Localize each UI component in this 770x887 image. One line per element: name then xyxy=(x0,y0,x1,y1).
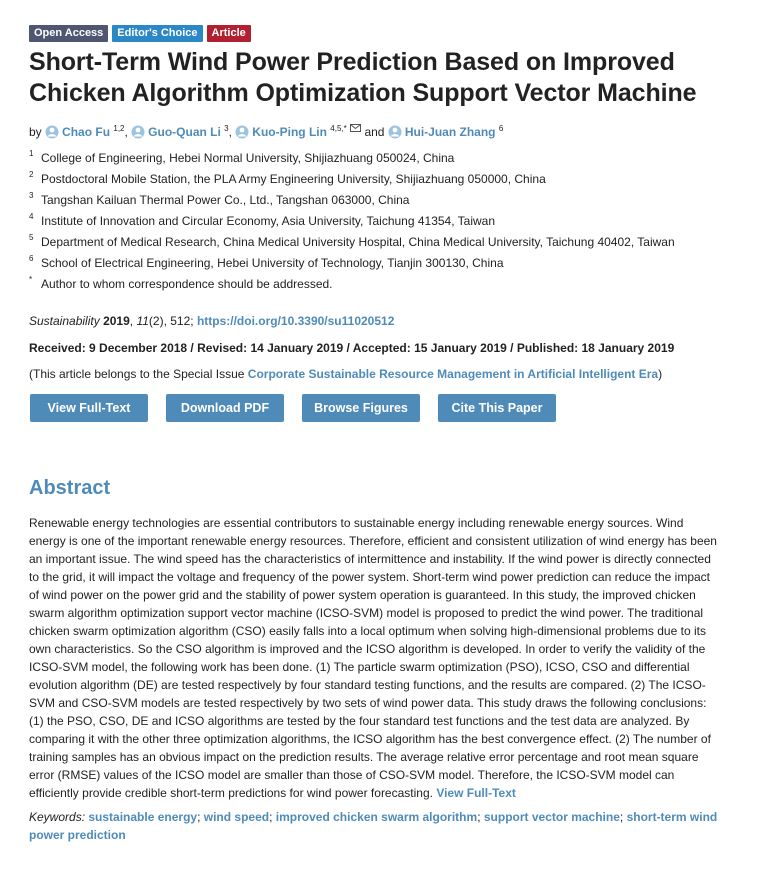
abstract-text: Renewable energy technologies are essential contributors to sustainable energy including renewable energy sources. Wind energy is one of the important renewable energy resources. Therefore, efficient and consistent utilization of wind energy has been an important issue. The wind speed has the characteristics of intermittence and instability. If the wind power is directly connected to the grid, it will impact the voltage and frequency of the power system. Short-term wind power prediction can reduce the impact of wind power on the power grid and the stability of power system operation is guaranteed. In this study, the improved chicken swarm algorithm optimization support vector machine (ICSO-SVM) model is proposed to predict the wind power. The traditional chicken swarm optimization algorithm (CSO) easily falls into a local optimum when solving high-dimensional problems due to its own characteristics. So the CSO algorithm is improved and the ICSO algorithm is developed. In order to verify the validity of the ICSO-SVM model, the following work has been done. (1) The particle swarm optimization (PSO), ICSO, CSO and differential evolution algorithm (DE) are tested respectively by four standard testing functions, and the results are compared. (2) The ICSO-SVM and CSO-SVM models are tested respectively by two sets of wind power data. This study draws the following conclusions: (1) the PSO, CSO, DE and ICSO algorithms are tested by the four standard test functions and the test data are analyzed. By comparing it with the other three optimization algorithms, the ICSO algorithm has the best convergence effect. (2) The number of training samples has an obvious impact on the prediction results. The average relative error percentage and root mean square error (RMSE) values of the ICSO model are smaller than those of CSO-SVM model. Therefore, the ICSO-SVM model can efficiently provide credible short-term predictions for wind power forecasting. xyxy=(29,516,717,800)
author-item[interactable]: Guo-Quan Li $^3$, xyxy=(131,125,235,139)
affiliation-list xyxy=(29,148,749,295)
keywords-label: Keywords: xyxy=(29,810,86,824)
author-item[interactable]: Chao Fu $^{1,2}$, xyxy=(45,125,131,139)
affiliation-number: 1 xyxy=(29,149,34,158)
affiliation-text: Institute of Innovation and Circular Economy, Asia University, Taichung 41354, Taiwan xyxy=(41,214,496,228)
badge-row xyxy=(29,25,749,42)
affiliation-number: 4 xyxy=(29,212,34,221)
abstract-heading: Abstract xyxy=(29,477,111,499)
affiliation-number: 2 xyxy=(29,170,34,179)
browse-figures-button[interactable]: Browse Figures xyxy=(302,394,420,422)
affiliation-item xyxy=(29,211,749,232)
action-buttons xyxy=(30,394,749,422)
abstract-view-full-text-link[interactable]: View Full-Text xyxy=(436,786,516,800)
affiliation-text: School of Electrical Engineering, Hebei University of Technology, Tianjin 300130, China xyxy=(41,256,504,270)
author-list xyxy=(29,124,749,140)
affiliation-item xyxy=(29,148,749,169)
view-full-text-button[interactable]: View Full-Text xyxy=(30,394,148,422)
affiliation-number: * xyxy=(29,275,33,284)
email-icon[interactable] xyxy=(350,124,361,132)
author-item[interactable] xyxy=(388,125,503,139)
affiliation-text: Department of Medical Research, China Medical University Hospital, China Medical University, Taichung 40402, Taiwan xyxy=(41,235,675,249)
author-name[interactable]: Hui-Juan Zhang xyxy=(404,125,496,139)
citation-line: Sustainability 2019, 11(2), 512; https://doi.org/10.3390/su11020512 xyxy=(29,314,395,328)
affiliation-text: Author to whom correspondence should be addressed. xyxy=(41,277,333,291)
doi-link[interactable]: https://doi.org/10.3390/su11020512 xyxy=(196,314,395,328)
author-profile-icon xyxy=(388,125,402,139)
affiliation-item xyxy=(29,274,749,295)
affiliation-item xyxy=(29,190,749,211)
affiliation-text: Tangshan Kailuan Thermal Power Co., Ltd., Tangshan 063000, China xyxy=(41,193,410,207)
affiliation-text: College of Engineering, Hebei Normal University, Shijiazhuang 050024, China xyxy=(41,151,455,165)
and-label: and xyxy=(364,125,385,139)
author-name[interactable]: Guo-Quan Li xyxy=(148,125,221,139)
special-issue-link[interactable]: Corporate Sustainable Resource Management in Artificial Intelligent Era xyxy=(247,367,659,381)
open-access-badge[interactable]: Open Access xyxy=(29,25,108,42)
author-item[interactable] xyxy=(235,125,364,139)
affiliation-number: 3 xyxy=(29,191,34,200)
affiliation-text: Postdoctoral Mobile Station, the PLA Army Engineering University, Shijiazhuang 050000, China xyxy=(41,172,546,186)
publication-dates: Received: 9 December 2018 / Revised: 14 January 2019 / Accepted: 15 January 2019 / Published: 18 January 2019 xyxy=(29,341,675,355)
author-profile-icon xyxy=(131,125,145,139)
by-label: by xyxy=(29,125,42,139)
keyword-link[interactable]: sustainable energy xyxy=(88,810,198,824)
author-affil-sup: 6 xyxy=(498,124,504,133)
affiliation-number: 5 xyxy=(29,233,34,242)
article-type-badge: Article xyxy=(207,25,251,42)
author-name[interactable]: Chao Fu xyxy=(62,125,111,139)
keyword-link[interactable]: wind speed xyxy=(203,810,270,824)
keyword-link[interactable]: short-term wind power prediction xyxy=(29,810,718,842)
special-issue-suffix: ) xyxy=(658,367,663,381)
author-affil-sup: 1,2 xyxy=(113,124,125,133)
cite-paper-button[interactable]: Cite This Paper xyxy=(438,394,556,422)
editors-choice-badge[interactable]: Editor's Choice xyxy=(112,25,202,42)
author-name[interactable]: Kuo-Ping Lin xyxy=(252,125,327,139)
keyword-link[interactable]: support vector machine xyxy=(483,810,620,824)
citation-issue: (2), 512; xyxy=(148,314,197,328)
keyword-link[interactable]: improved chicken swarm algorithm xyxy=(275,810,478,824)
affiliation-item xyxy=(29,232,749,253)
citation-year: 2019 xyxy=(103,314,130,328)
author-affil-sup: 3 xyxy=(224,124,229,133)
author-profile-icon xyxy=(235,125,249,139)
journal-name: Sustainability xyxy=(29,314,100,328)
affiliation-item xyxy=(29,253,749,274)
citation-volume: 11 xyxy=(136,314,149,328)
author-profile-icon xyxy=(45,125,59,139)
affiliation-number: 6 xyxy=(29,254,34,263)
article-title: Short-Term Wind Power Prediction Based on Improved Chicken Algorithm Optimization Support Vector Machine xyxy=(29,48,697,107)
download-pdf-button[interactable]: Download PDF xyxy=(166,394,284,422)
author-affil-sup: 4,5,* xyxy=(330,124,347,133)
abstract-body xyxy=(29,514,719,802)
keywords-line: Keywords: sustainable energy; wind speed; improved chicken swarm algorithm; support vector machine; short-term wind power prediction xyxy=(29,810,718,842)
affiliation-item xyxy=(29,169,749,190)
special-issue-note xyxy=(29,367,749,381)
special-issue-prefix: (This article belongs to the Special Issue xyxy=(29,367,248,381)
